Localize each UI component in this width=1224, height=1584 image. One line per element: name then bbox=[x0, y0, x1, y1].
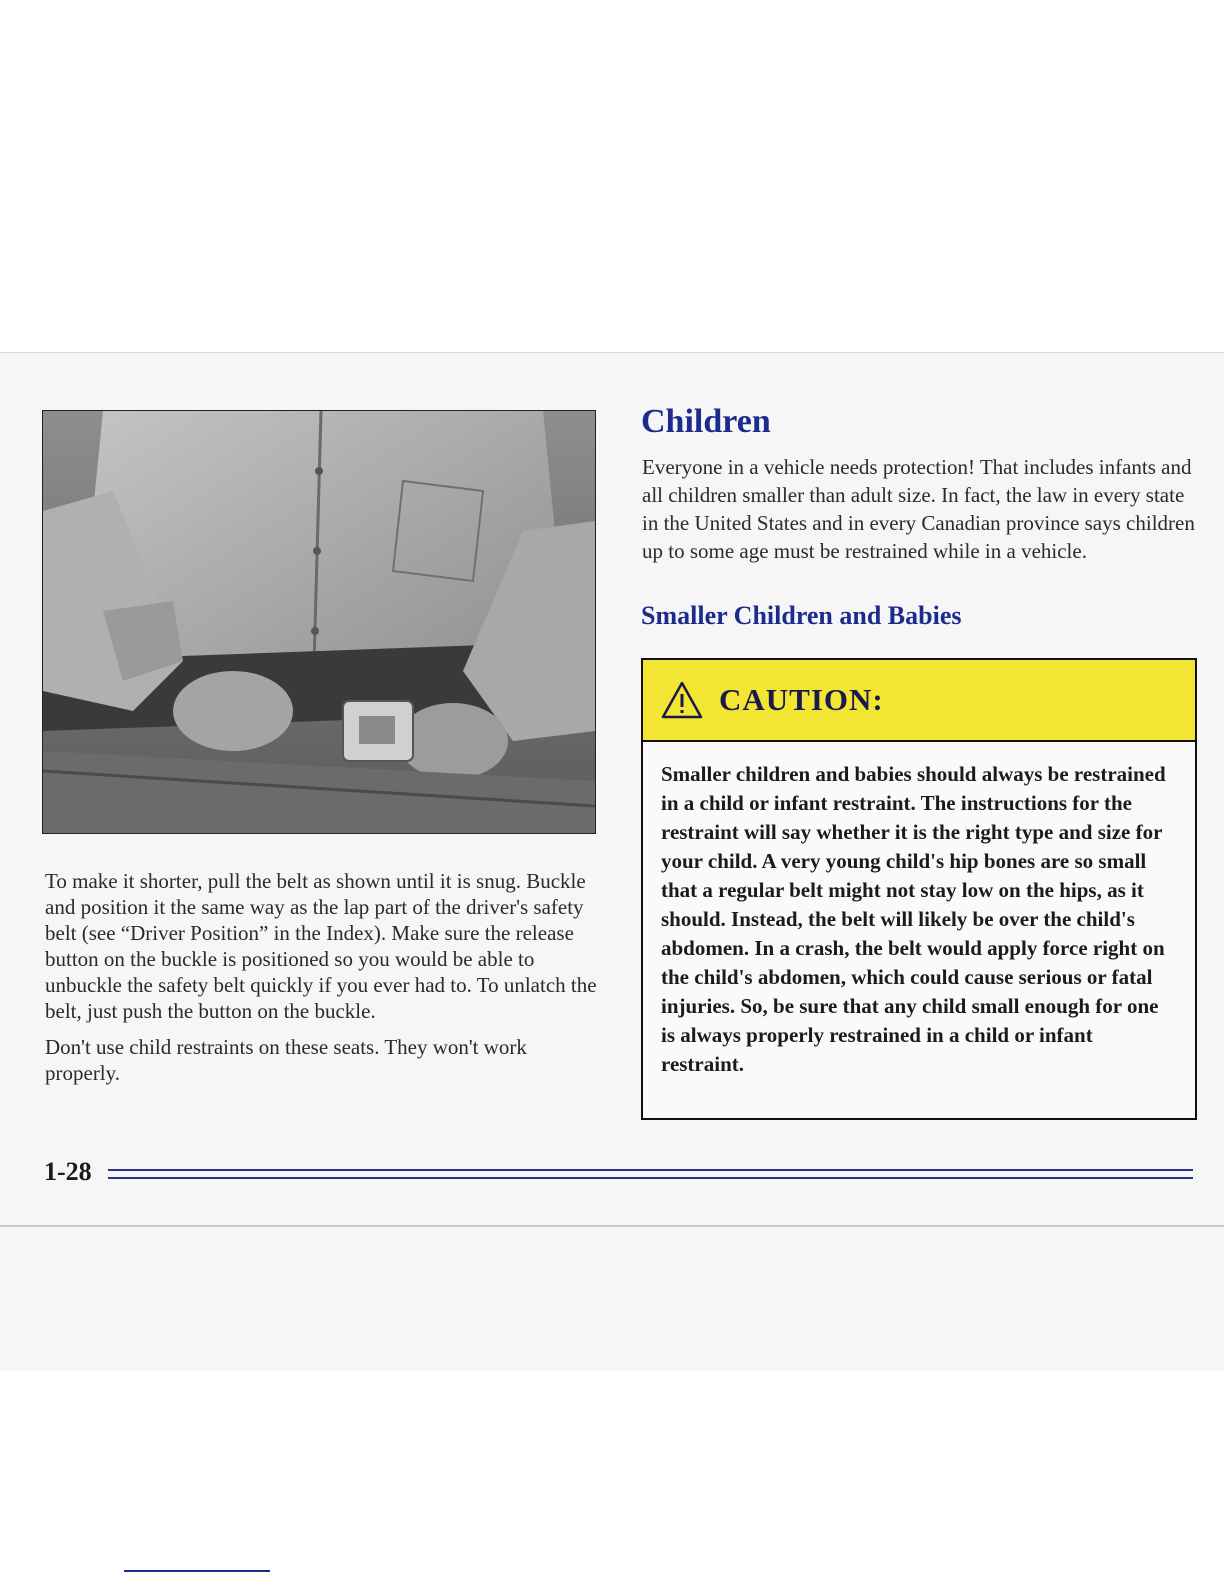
belt-instructions-paragraph: To make it shorter, pull the belt as shown until it is snug. Buckle and position it the same way as the lap part of the driver's safety belt (see “Driver Position” in the Index). Make sure the release button on the buckle is positioned so you would be able to unbuckle the safety belt quickly if you ever had to. To unlatch the belt, just push the button on the buckle. bbox=[45, 869, 597, 1023]
child-restraint-note-paragraph: Don't use child restraints on these seats. They won't work properly. bbox=[45, 1035, 527, 1085]
caution-box bbox=[641, 658, 1197, 1120]
photo-illustration bbox=[43, 411, 595, 833]
children-intro-paragraph: Everyone in a vehicle needs protection! That includes infants and all children smaller than adult size. In fact, the law in every state in the United States and in every Canadian province says children up to some age must be restrained while in a vehicle. bbox=[642, 455, 1195, 563]
caution-body: Smaller children and babies should always be restrained in a child or infant restraint. The instructions for the restraint will say whether it is the right type and size for your child. A very young child's hip bones are so small that a regular belt might not stay low on the hips, as it should. Instead, the belt will likely be over the child's abdomen. In a crash, the belt would apply force right on the child's abdomen, which could cause serious or fatal injuries. So, be sure that any child small enough for one is always properly restrained in a child or infant restraint. bbox=[661, 762, 1166, 1076]
band-bottom-line bbox=[0, 1225, 1224, 1227]
caution-header bbox=[643, 660, 1195, 742]
footer-rule-bottom bbox=[108, 1177, 1193, 1179]
left-column-text bbox=[45, 868, 605, 1096]
smaller-children-heading: Smaller Children and Babies bbox=[641, 601, 962, 630]
seatbelt-buckle-photo bbox=[42, 410, 596, 834]
bottom-stub-line bbox=[124, 1570, 270, 1572]
caution-title: CAUTION: bbox=[719, 682, 884, 717]
page-number: 1-28 bbox=[44, 1157, 92, 1186]
children-heading: Children bbox=[641, 403, 771, 440]
warning-triangle-icon bbox=[661, 681, 703, 719]
footer-rule-top bbox=[108, 1169, 1193, 1171]
